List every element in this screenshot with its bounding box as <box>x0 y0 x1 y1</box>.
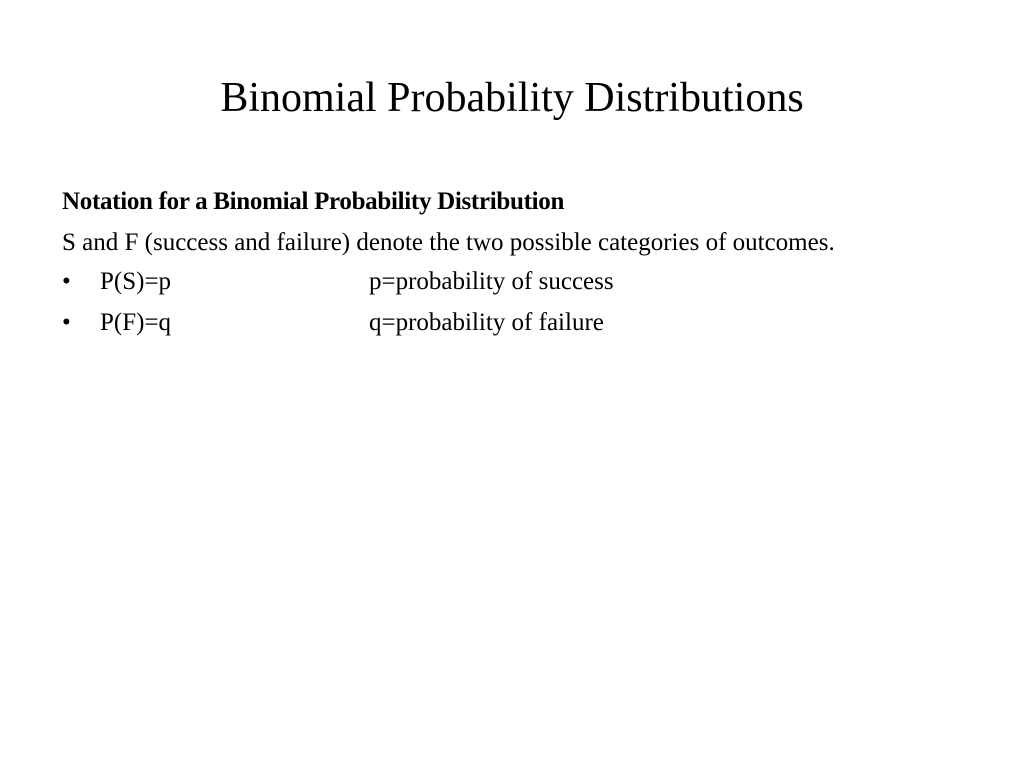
bullet-notation: P(F)=q <box>100 309 172 336</box>
bullet-item <box>62 265 892 298</box>
bullet-icon: • <box>62 309 71 336</box>
bullet-meaning: p=probability of success <box>369 268 614 295</box>
slide-title: Binomial Probability Distributions <box>220 75 804 121</box>
description-text: S and F (success and failure) denote the two possible categories of outcomes. <box>62 229 835 256</box>
bullet-icon: • <box>62 268 71 295</box>
slide-body <box>62 184 892 347</box>
bullet-list <box>62 265 892 339</box>
bullet-notation: P(S)=p <box>100 268 172 295</box>
bullet-meaning: q=probability of failure <box>369 309 604 336</box>
section-heading: Notation for a Binomial Probability Distribution <box>62 188 565 215</box>
bullet-item <box>62 306 892 339</box>
